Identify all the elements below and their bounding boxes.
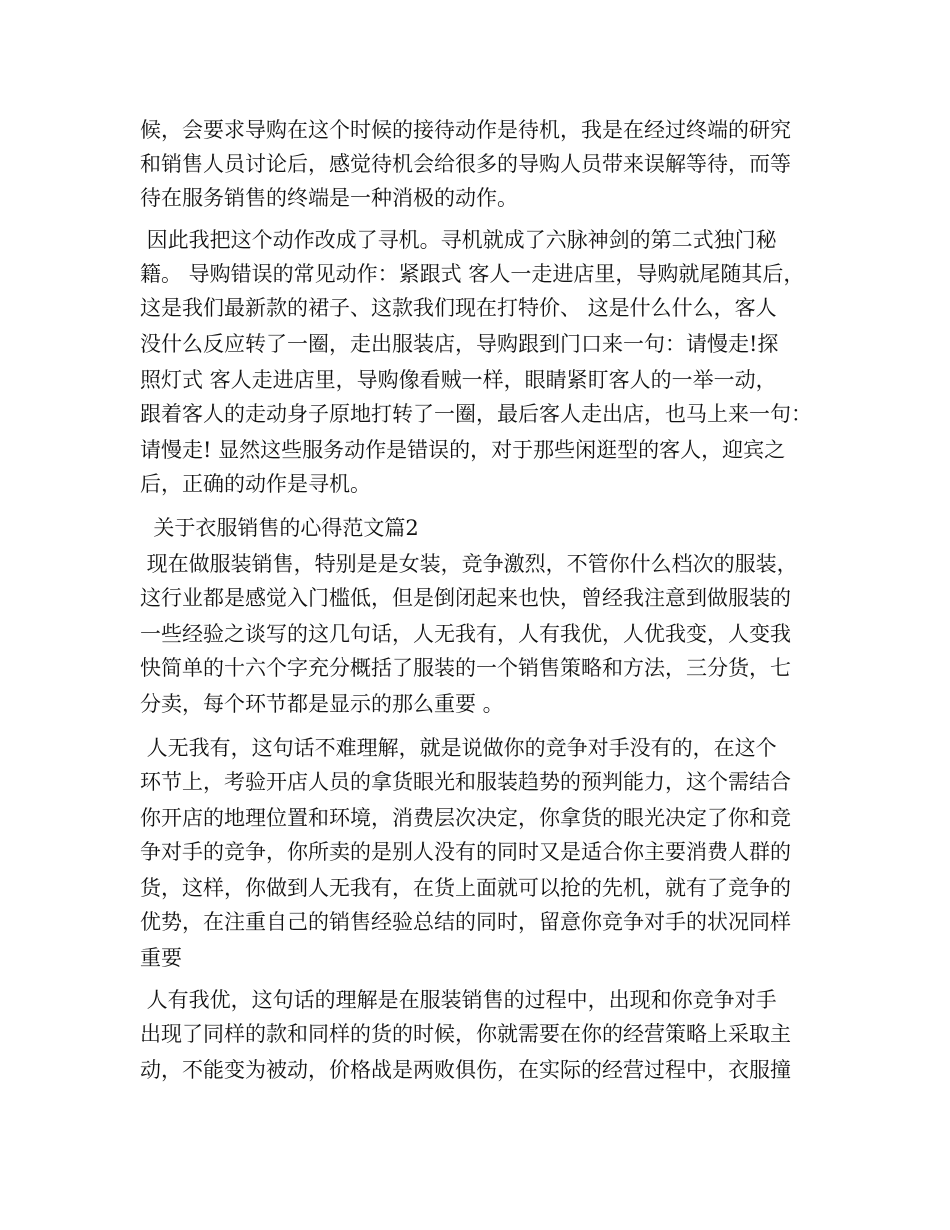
text-line: 这行业都是感觉入门槛低，但是倒闭起来也快，曾经我注意到做服装的 [140, 586, 791, 610]
text-line: 动，不能变为被动，价格战是两败俱伤，在实际的经营过程中，衣服撞 [140, 1058, 791, 1082]
text-line: 待在服务销售的终端是一种消极的动作。 [140, 186, 518, 210]
text-line: 现在做服装销售，特别是是女装，竞争激烈，不管你什么档次的服装， [140, 552, 798, 576]
text-line: 人无我有，这句话不难理解，就是说做你的竞争对手没有的，在这个 [140, 736, 777, 760]
text-line: 分卖，每个环节都是显示的那么重要 。 [140, 692, 504, 716]
text-line: 出现了同样的款和同样的货的时候，你就需要在你的经营策略上采取主 [140, 1022, 791, 1046]
text-line: 没什么反应转了一圈，走出服装店，导购跟到门口来一句：请慢走!探 [140, 332, 779, 356]
text-line: 和销售人员讨论后，感觉待机会给很多的导购人员带来误解等待，而等 [140, 152, 791, 176]
text-line: 一些经验之谈写的这几句话，人无我有，人有我优，人优我变，人变我 [140, 622, 791, 646]
text-line: 快简单的十六个字充分概括了服装的一个销售策略和方法，三分货，七 [140, 656, 791, 680]
text-line: 这是我们最新款的裙子、这款我们现在打特价、 这是什么什么，客人 [140, 296, 777, 320]
text-line: 候，会要求导购在这个时候的接待动作是待机，我是在经过终端的研究 [140, 118, 791, 142]
text-line: 你开店的地理位置和环境，消费层次决定，你拿货的眼光决定了你和竞 [140, 806, 791, 830]
text-line: 跟着客人的走动身子原地打转了一圈，最后客人走出店，也马上来一句： [140, 402, 812, 426]
text-line: 籍。 导购错误的常见动作：紧跟式 客人一走进店里，导购就尾随其后， [140, 262, 805, 286]
text-line: 人有我优，这句话的理解是在服装销售的过程中，出现和你竞争对手 [140, 988, 777, 1012]
text-line: 因此我把这个动作改成了寻机。寻机就成了六脉神剑的第二式独门秘 [140, 228, 777, 252]
text-line: 重要 [140, 946, 182, 970]
text-line: 货，这样，你做到人无我有，在货上面就可以抢的先机，就有了竞争的 [140, 876, 791, 900]
text-line: 照灯式 客人走进店里，导购像看贼一样，眼睛紧盯客人的一举一动， [140, 368, 777, 392]
section-heading: 关于衣服销售的心得范文篇2 [140, 516, 419, 540]
text-line: 优势，在注重自己的销售经验总结的同时，留意你竞争对手的状况同样 [140, 910, 791, 934]
text-line: 环节上，考验开店人员的拿货眼光和服装趋势的预判能力，这个需结合 [140, 770, 791, 794]
text-line: 请慢走! 显然这些服务动作是错误的，对于那些闲逛型的客人，迎宾之 [140, 438, 786, 462]
text-line: 争对手的竞争，你所卖的是别人没有的同时又是适合你主要消费人群的 [140, 840, 791, 864]
text-line: 后，正确的动作是寻机。 [140, 472, 371, 496]
